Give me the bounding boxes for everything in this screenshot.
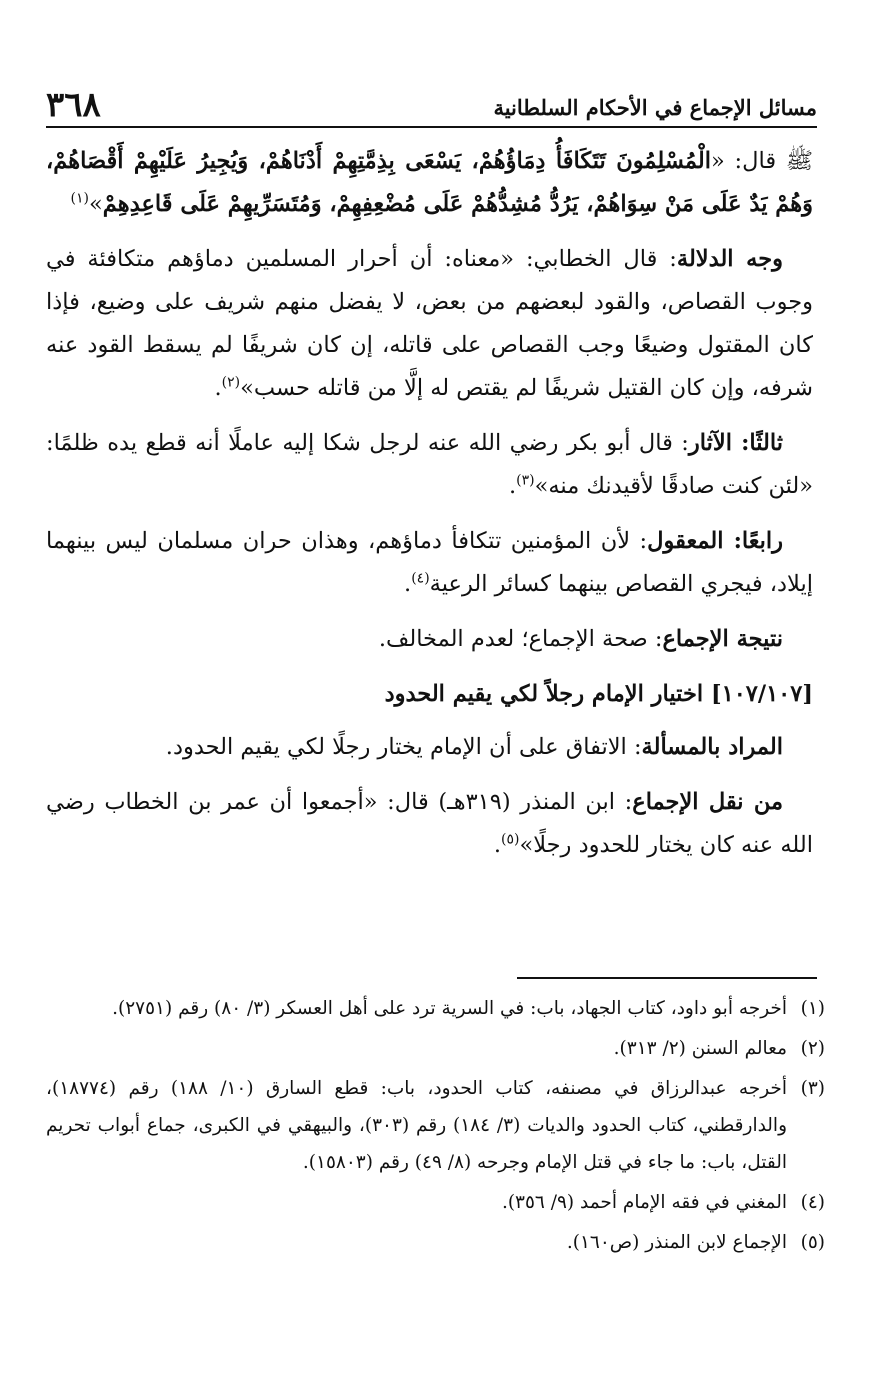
athar-text: : قال أبو بكر رضي الله عنه لرجل شكا إليه عاملًا أنه قطع يده ظلمًا: «لئن كنت صادقًا لأقيدنك منه» bbox=[46, 430, 813, 499]
footnote-ref-1[interactable]: (١) bbox=[70, 190, 90, 207]
transmitter-text: : ابن المنذر (٣١٩هـ) قال: «أجمعوا أن عمر بن الخطاب رضي الله عنه كان يختار للحدود رجلًا» bbox=[46, 789, 813, 858]
footnote-item bbox=[46, 990, 825, 1027]
footnote-number: (٢) bbox=[800, 1038, 825, 1059]
footnote-text: أخرجه أبو داود، كتاب الجهاد، باب: في السرية ترد على أهل العسكر (٣/ ٨٠) رقم (٢٧٥١). bbox=[112, 998, 787, 1019]
footnote-ref-3[interactable]: (٣) bbox=[516, 472, 535, 489]
evidence-paragraph bbox=[46, 238, 813, 410]
meaning-paragraph bbox=[46, 726, 813, 769]
footnote-text: أخرجه عبدالرزاق في مصنفه، كتاب الحدود، باب: قطع السارق (١٠/ ١٨٨) رقم (١٨٧٧٤)، والدارقطني، كتاب الحدود والديات (٣/ ١٨٤) رقم (٣٠٣)، والبيهقي في الكبرى، جماع أبواب تحريم القتل، باب: ما جاء في قتل الإمام وجرحه (٨/ ٤٩) رقم (١٥٨٠٣). bbox=[46, 1078, 787, 1173]
footnote-number: (١) bbox=[800, 998, 825, 1019]
footnote-text: الإجماع لابن المنذر (ص١٦٠). bbox=[566, 1232, 787, 1253]
result-text: : صحة الإجماع؛ لعدم المخالف. bbox=[378, 626, 663, 652]
evidence-text: : قال الخطابي: «معناه: أن أحرار المسلمين دماؤهم متكافئة في وجوب القصاص، والقود لبعضهم من بعض، لا يفضل منهم شريف على وضيع، فإذا كان المقتول وضيعًا وجب القصاص على قاتله، إن كان شريفًا لم يسقط القود عنه شرفه، وإن كان القتيل شريفًا لم يقتص له إلَّا من قاتله حسب» bbox=[46, 246, 813, 401]
hadith-paragraph bbox=[46, 140, 813, 226]
footnote-text: المغني في فقه الإمام أحمد (٩/ ٣٥٦). bbox=[501, 1192, 787, 1213]
footnote-ref-5[interactable]: (٥) bbox=[500, 831, 520, 848]
reason-paragraph bbox=[46, 520, 813, 606]
footnote-number: (٥) bbox=[800, 1232, 825, 1253]
footnote-divider bbox=[517, 977, 817, 979]
page-header bbox=[46, 76, 817, 128]
footnote-item bbox=[46, 1224, 825, 1261]
footnote-item bbox=[46, 1030, 825, 1067]
reason-text: : لأن المؤمنين تتكافأ دماؤهم، وهذان حران مسلمان ليس بينهما إيلاد، فيجري القصاص بينهما كسائر الرعية bbox=[46, 528, 813, 597]
footnote-item bbox=[46, 1184, 825, 1221]
footnote-item bbox=[46, 1070, 825, 1181]
section-heading: [١٠٧/١٠٧] اختيار الإمام رجلاً لكي يقيم الحدود bbox=[384, 681, 813, 707]
hadith-intro: ﷺ قال: « bbox=[711, 148, 813, 174]
meaning-text: : الاتفاق على أن الإمام يختار رجلًا لكي يقيم الحدود. bbox=[165, 734, 642, 760]
reason-label: رابعًا: المعقول bbox=[647, 528, 783, 554]
result-label: نتيجة الإجماع bbox=[662, 626, 783, 652]
running-title: مسائل الإجماع في الأحكام السلطانية bbox=[493, 95, 817, 120]
page-number: ٣٦٨ bbox=[46, 85, 101, 125]
result-paragraph bbox=[46, 618, 813, 661]
footnote-ref-2[interactable]: (٢) bbox=[221, 374, 241, 391]
footnote-number: (٣) bbox=[800, 1078, 825, 1099]
evidence-label: وجه الدلالة bbox=[676, 246, 783, 272]
transmitter-label: من نقل الإجماع bbox=[632, 789, 783, 815]
footnote-ref-4[interactable]: (٤) bbox=[411, 570, 430, 587]
period: . bbox=[404, 571, 412, 597]
footnote-number: (٤) bbox=[800, 1192, 825, 1213]
body-text bbox=[46, 140, 813, 879]
quote-close: » bbox=[89, 191, 103, 217]
period: . bbox=[214, 375, 222, 401]
transmitter-paragraph bbox=[46, 781, 813, 867]
footnote-text: معالم السنن (٢/ ٣١٣). bbox=[613, 1038, 787, 1059]
period: . bbox=[508, 473, 517, 499]
period: . bbox=[493, 832, 501, 858]
athar-paragraph bbox=[46, 422, 813, 508]
hadith-text: الْمُسْلِمُونَ تَتَكَافَأُ دِمَاؤُهُمْ، يَسْعَى بِذِمَّتِهِمْ أَدْنَاهُمْ، وَيُجِيرُ عَلَيْهِمْ أَقْصَاهُمْ، وَهُمْ يَدٌ عَلَى مَنْ سِوَاهُمْ، يَرُدُّ مُشِدُّهُمْ عَلَى مُضْعِفِهِمْ، وَمُتَسَرِّيهِمْ عَلَى قَاعِدِهِمْ bbox=[46, 148, 813, 217]
athar-label: ثالثًا: الآثار bbox=[688, 430, 783, 456]
footnotes bbox=[46, 990, 825, 1264]
meaning-label: المراد بالمسألة bbox=[641, 734, 783, 760]
